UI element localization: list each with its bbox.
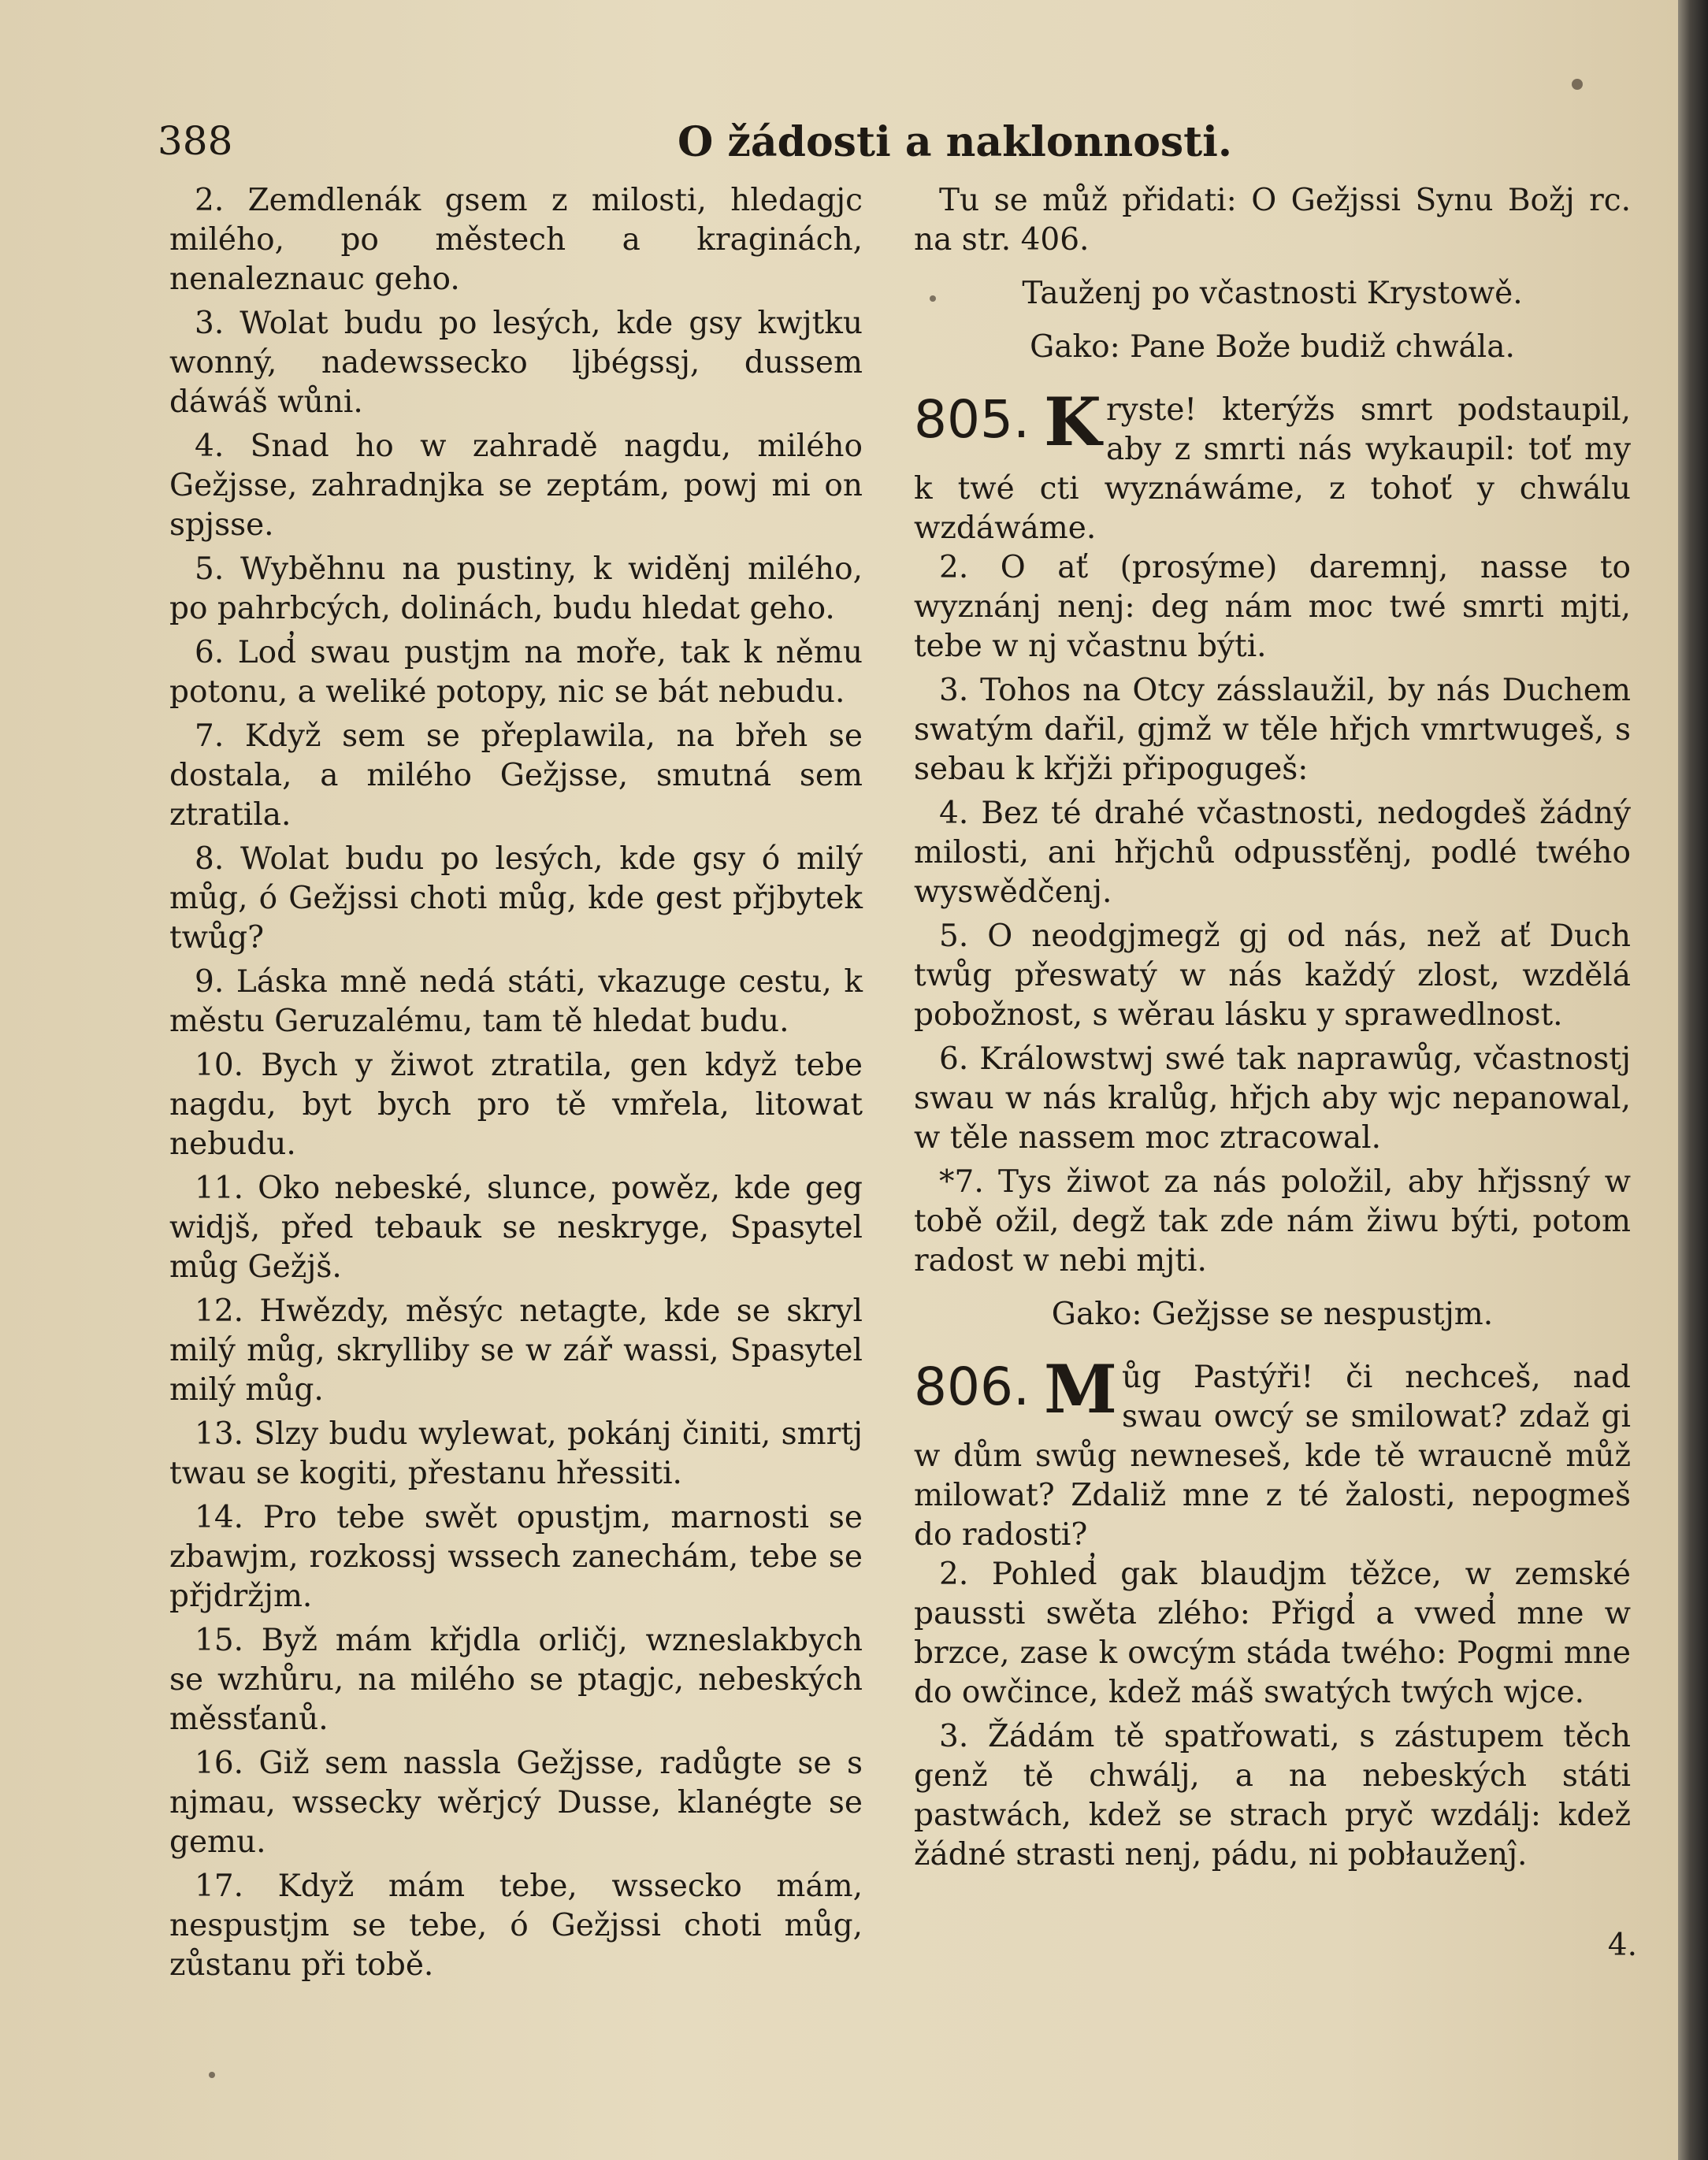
verse: 3. Tohos na Otcy zásslaužil, by nás Duchem swatým dařil, gjmž w těle hřjch vmrtwugeš, s sebau k křjži připogugeš: — [914, 673, 1631, 787]
verse: 3. Žádám tě spatřowati, s zástupem těch genž tě chwálj, a na nebeských státi pastwách, kdež se strach pryč wzdálj: kdež žádné strasti nenj, pádu, ni pobłauženĵ. — [914, 1719, 1631, 1872]
catchword: 4. — [1607, 1928, 1637, 1963]
hymn-first-verse: ryste! kterýžs smrt podstaupil, aby z smrti nás wykaupil: toť my k twé cti wyznáwáme, z tohoť y chwálu wzdáwáme. — [914, 392, 1631, 546]
left-column — [169, 181, 863, 1990]
verse: 6. Lod̓ swau pustjm na moře, tak k němu potonu, a weliké potopy, nic se bát nebudu. — [169, 635, 863, 710]
verse: *7. Tys žiwot za nás položil, aby hřjssný w tobě ožil, degž tak zde nám žiwu býti, potom radost w nebi mjti. — [914, 1164, 1631, 1279]
verse: 4. Snad ho w zahradě nagdu, milého Gežjsse, zahradnjka se zeptám, powj mi on spjsse. — [169, 429, 863, 543]
page-header — [158, 118, 1639, 173]
verse: 3. Wolat budu po lesých, kde gsy kwjtku wonný, nadewssecko ljbégssj, dussem dáwáš wůni. — [169, 306, 863, 420]
ink-spot — [1572, 79, 1583, 90]
verse: 5. Wyběhnu na pustiny, k widěnj milého, po pahrbcých, dolinách, budu hledat geho. — [169, 551, 863, 626]
verse: 6. Králowstwj swé tak naprawůg, včastnostj swau w nás kralůg, hřjch aby wjc nepanowal, w těle nassem moc ztracowal. — [914, 1041, 1631, 1156]
verse: 8. Wolat budu po lesých, kde gsy ó milý můg, ó Gežjssi choti můg, kde gest přjbytek twůg? — [169, 841, 863, 956]
tune-line: Gako: Gežjsse se nespustjm. — [1051, 1297, 1494, 1332]
hymn-806 — [914, 1350, 1631, 1555]
drop-cap: M — [1043, 1350, 1117, 1428]
verse: 2. O ať (prosýme) daremnj, nasse to wyznánj nenj: deg nám moc twé smrti mjti, tebe w nj včastnu býti. — [914, 550, 1631, 664]
page-edge — [1678, 0, 1708, 2160]
verse: 5. O neodgjmegž gj od nás, než ať Duch twůg přeswatý w nás každý zlost, wzdělá pobožnost, s wěrau lásku y sprawedlnost. — [914, 919, 1631, 1033]
hymn-805 — [914, 383, 1631, 548]
hymn-number: 806. — [914, 1356, 1030, 1417]
verse: 15. Byž mám křjdla orličj, wzneslakbych se wzhůru, na milého se ptagjc, nebeských měssťanů. — [169, 1623, 863, 1737]
page-number: 388 — [158, 118, 233, 164]
verse: 10. Bych y žiwot ztratila, gen když tebe nagdu, byt bych pro tě vmřela, litowat nebudu. — [169, 1048, 863, 1162]
verse: 16. Giž sem nassla Gežjsse, radůgte se s njmau, wssecky wěrjcý Dusse, klanégte se gemu. — [169, 1746, 863, 1860]
verse: 9. Láska mně nedá státi, vkazuge cestu, k městu Geruzalému, tam tě hledat budu. — [169, 964, 863, 1039]
note: Tu se můž přidati: O Gežjssi Synu Božj rc. na str. 406. — [914, 183, 1631, 258]
verse: 7. Když sem se přeplawila, na břeh se dostala, a milého Gežjsse, smutná sem ztratila. — [169, 718, 863, 833]
ink-spot — [209, 2072, 215, 2078]
verse: 11. Oko nebeské, slunce, powěz, kde geg widjš, před tebauk se neskryge, Spasytel můg Gežjš. — [169, 1171, 863, 1285]
verse: 2. Pohled̓ gak blaudjm těžce, w zemské paussti swěta zlého: Přigd̓ a vwed̓ mne w brzce, zase k owcým stáda twého: Pogmi mne do owčince, kdež máš swatých twých wjce. — [914, 1557, 1631, 1710]
verse: 12. Hwězdy, měsýc netagte, kde se skryl milý můg, skrylliby se w zář wassi, Spasytel milý můg. — [169, 1293, 863, 1408]
hymn-number: 805. — [914, 389, 1030, 450]
ink-spot — [930, 295, 936, 302]
verse: 14. Pro tebe swět opustjm, marnosti se zbawjm, rozkossj wssech zanechám, tebe se přjdržjm. — [169, 1500, 863, 1614]
running-title: O žádosti a naklonnosti. — [678, 118, 1233, 166]
verse: 13. Slzy budu wylewat, pokánj činiti, smrtj twau se kogiti, přestanu hřessiti. — [169, 1416, 863, 1491]
section-title: Tauženj po včastnosti Krystowě. — [1022, 276, 1523, 311]
verse: 4. Bez té drahé včastnosti, nedogdeš žádný milosti, ani hřjchů odpussťěnj, podlé twého wyswědčenj. — [914, 796, 1631, 910]
tune-line: Gako: Pane Bože budiž chwála. — [1030, 329, 1515, 365]
verse: 2. Zemdlenák gsem z milosti, hledagjc milého, po městech a kraginách, nenaleznauc geho. — [169, 183, 863, 297]
verse: 17. Když mám tebe, wssecko mám, nespustjm se tebe, ó Gežjssi choti můg, zůstanu při tobě. — [169, 1869, 863, 1983]
right-column — [914, 181, 1631, 1880]
hymn-first-verse: ůg Pastýři! či nechceš, nad swau owcý se smilowat? zdaž gi w dům swůg newneseš, kde tě wraucně můž milowat? Zdaliž mne z té žalosti, nepogmeš do radosti? — [914, 1360, 1631, 1553]
drop-cap: K — [1043, 383, 1101, 461]
